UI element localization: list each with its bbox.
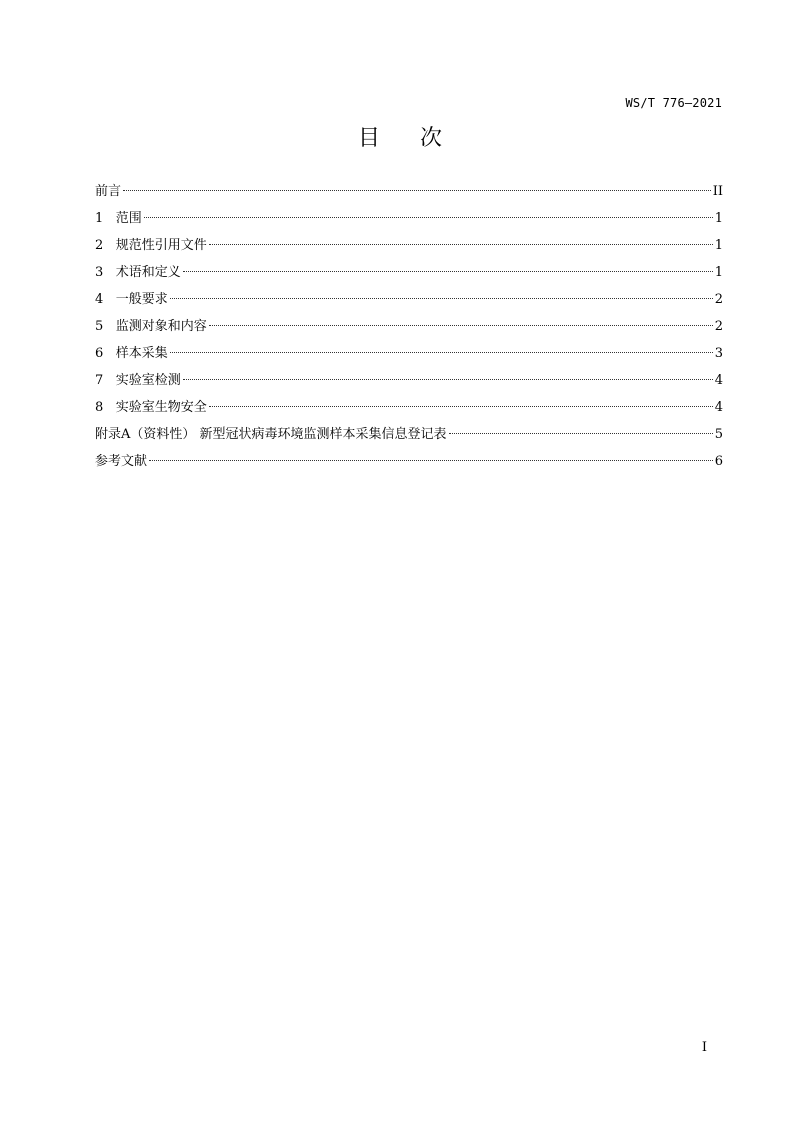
- toc-entry-4[interactable]: [95, 286, 723, 313]
- toc-leader-dots: [209, 244, 713, 245]
- toc-entry-page: II: [712, 184, 723, 199]
- toc-entry-label: 范围: [115, 211, 142, 226]
- toc-entry-preface[interactable]: [95, 178, 723, 205]
- toc-entry-5[interactable]: [95, 313, 723, 340]
- toc-leader-dots: [123, 190, 711, 191]
- page-number: I: [701, 1040, 707, 1055]
- toc-entry-label: 参考文献: [95, 454, 148, 469]
- document-code: WS/T 776—2021: [625, 96, 722, 110]
- toc-entry-label: 监测对象和内容: [115, 319, 207, 334]
- toc-entry-references[interactable]: [95, 448, 723, 475]
- toc-entry-number: 2: [95, 238, 104, 253]
- toc-entry-number: 7: [95, 373, 104, 388]
- toc-entry-3[interactable]: [95, 259, 723, 286]
- toc-entry-number: 3: [95, 265, 104, 280]
- toc-entry-1[interactable]: [95, 205, 723, 232]
- toc-entry-label: 附录A（资料性） 新型冠状病毒环境监测样本采集信息登记表: [95, 427, 447, 442]
- page-title: 目次: [357, 126, 482, 151]
- toc-leader-dots: [144, 217, 713, 218]
- toc-leader-dots: [209, 406, 713, 407]
- toc-entry-label: 一般要求: [115, 292, 168, 307]
- toc-entry-number: 4: [95, 292, 104, 307]
- toc-leader-dots: [183, 271, 713, 272]
- toc-leader-dots: [170, 298, 713, 299]
- toc-entry-page: 5: [714, 427, 723, 442]
- toc-entry-label: 前言: [95, 184, 122, 199]
- toc-entry-number: 1: [95, 211, 104, 226]
- table-of-contents: [95, 178, 723, 475]
- toc-entry-page: 2: [714, 319, 723, 334]
- toc-entry-label: 规范性引用文件: [115, 238, 207, 253]
- toc-entry-label: 术语和定义: [115, 265, 181, 280]
- toc-entry-7[interactable]: [95, 367, 723, 394]
- toc-leader-dots: [209, 325, 713, 326]
- toc-entry-number: 8: [95, 400, 104, 415]
- toc-entry-page: 6: [714, 454, 723, 469]
- toc-entry-label: 样本采集: [115, 346, 168, 361]
- toc-entry-8[interactable]: [95, 394, 723, 421]
- toc-entry-6[interactable]: [95, 340, 723, 367]
- toc-leader-dots: [149, 460, 713, 461]
- toc-entry-page: 4: [714, 373, 723, 388]
- toc-entry-page: 4: [714, 400, 723, 415]
- toc-entry-number: 6: [95, 346, 104, 361]
- toc-entry-page: 1: [714, 265, 723, 280]
- toc-entry-page: 1: [714, 238, 723, 253]
- toc-entry-page: 1: [714, 211, 723, 226]
- toc-entry-number: 5: [95, 319, 104, 334]
- toc-entry-page: 2: [714, 292, 723, 307]
- toc-leader-dots: [449, 433, 713, 434]
- toc-entry-2[interactable]: [95, 232, 723, 259]
- toc-entry-page: 3: [714, 346, 723, 361]
- toc-leader-dots: [183, 379, 713, 380]
- toc-leader-dots: [170, 352, 713, 353]
- toc-entry-label: 实验室生物安全: [115, 400, 207, 415]
- toc-entry-appendix-a[interactable]: [95, 421, 723, 448]
- toc-entry-label: 实验室检测: [115, 373, 181, 388]
